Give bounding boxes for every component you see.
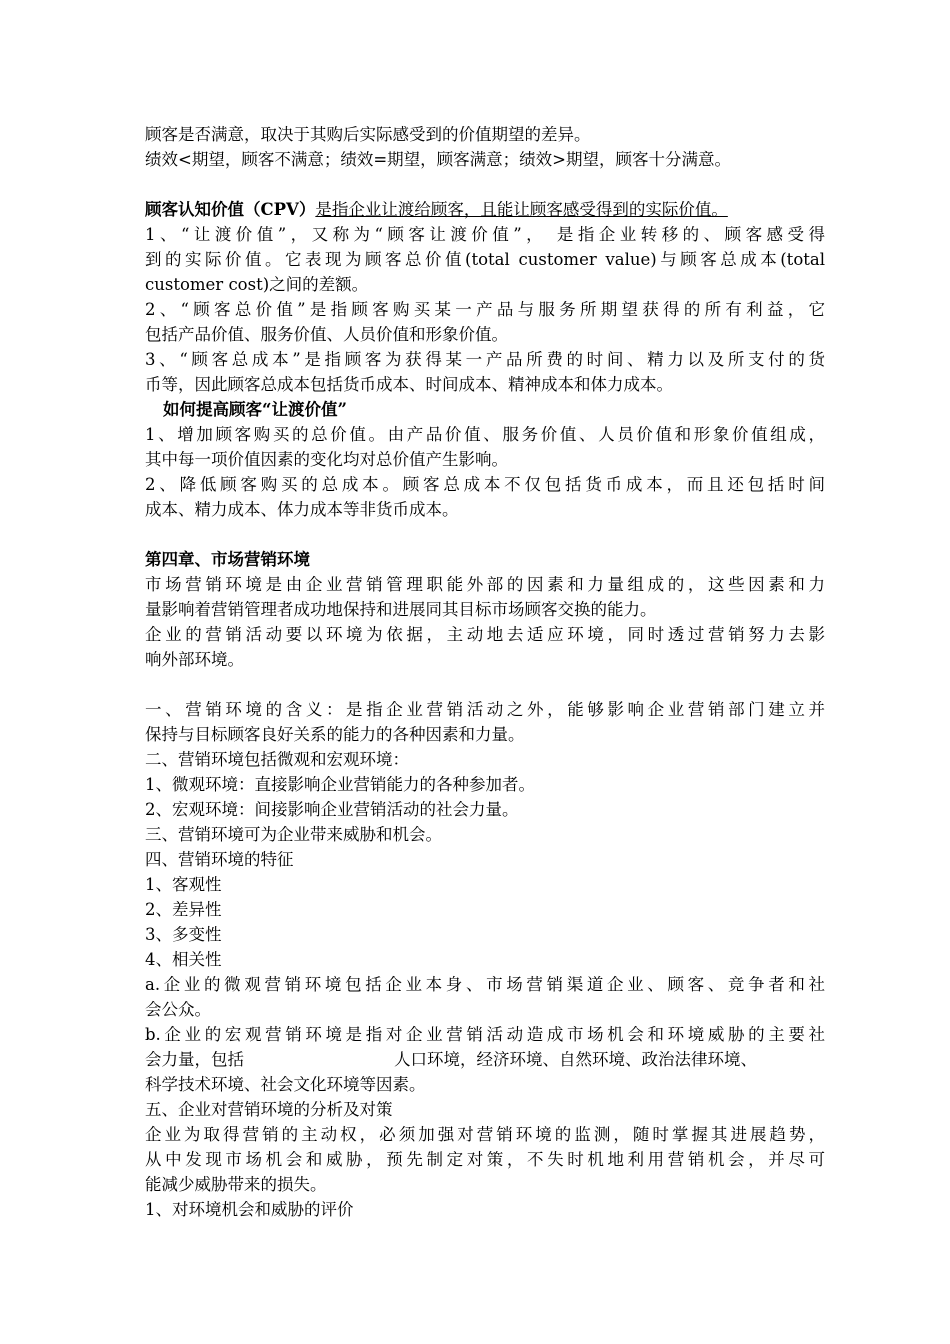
document-page: [145, 122, 825, 1222]
section-line: 二、营销环境包括微观和宏观环境：: [145, 750, 409, 769]
section-line: 五、企业对营销环境的分析及对策: [145, 1100, 393, 1119]
paragraph-line: 能减少威胁带来的损失。: [145, 1175, 327, 1194]
paragraph-line: 企业的营销活动要以环境为依据，主动地去适应环境，同时透过营销努力去影: [145, 625, 825, 644]
chapter-title: 第四章、市场营销环境: [145, 550, 310, 569]
paragraph-line: 到的实际价值。它表现为顾客总价值(total customer value)与顾客总成本(total: [145, 250, 825, 269]
section-heading: 如何提高顾客“让渡价值”: [163, 400, 347, 419]
paragraph-line: 3、“顾客总成本”是指顾客为获得某一产品所费的时间、精力以及所支付的货: [145, 350, 825, 369]
paragraph-line: 企业为取得营销的主动权，必须加强对营销环境的监测，随时掌握其进展趋势，: [145, 1125, 825, 1144]
paragraph-line: 会公众。: [145, 1000, 211, 1019]
cpv-definition: 是指企业让渡给顾客，且能让顾客感受得到的实际价值。: [315, 200, 728, 219]
paragraph-line: 从中发现市场机会和威胁，预先制定对策，不失时机地利用营销机会，并尽可: [145, 1150, 825, 1169]
list-item: 1、客观性: [145, 875, 222, 894]
paragraph-line: [145, 1047, 825, 1072]
paragraph-line: 市场营销环境是由企业营销管理职能外部的因素和力量组成的，这些因素和力: [145, 575, 825, 594]
paragraph-line: a.企业的微观营销环境包括企业本身、市场营销渠道企业、顾客、竞争者和社: [145, 975, 825, 994]
list-item: 1、微观环境：直接影响企业营销能力的各种参加者。: [145, 775, 535, 794]
paragraph-line: customer cost)之间的差额。: [145, 275, 369, 294]
blank-line: [145, 522, 825, 547]
paragraph-line: 量影响着营销管理者成功地保持和进展同其目标市场顾客交换的能力。: [145, 600, 657, 619]
paragraph-line: 保持与目标顾客良好关系的能力的各种因素和力量。: [145, 725, 525, 744]
text-span: 人口环境，经济环境、自然环境、政治法律环境、: [394, 1050, 757, 1069]
paragraph-line: b.企业的宏观营销环境是指对企业营销活动造成市场机会和环境威胁的主要社: [145, 1025, 825, 1044]
text-span: 会力量，包括: [145, 1050, 244, 1069]
paragraph-line: 响外部环境。: [145, 650, 244, 669]
cpv-title: 顾客认知价值（CPV）: [145, 200, 316, 219]
paragraph-line: 绩效<期望，顾客不满意；绩效=期望，顾客满意；绩效>期望，顾客十分满意。: [145, 150, 731, 169]
paragraph-line: 顾客是否满意，取决于其购后实际感受到的价值期望的差异。: [145, 125, 591, 144]
cpv-heading-line: [145, 197, 825, 222]
section-line: 三、营销环境可为企业带来威胁和机会。: [145, 825, 442, 844]
paragraph-line: 一、营销环境的含义：是指企业营销活动之外，能够影响企业营销部门建立并: [145, 700, 825, 719]
paragraph-line: 包括产品价值、服务价值、人员价值和形象价值。: [145, 325, 508, 344]
paragraph-line: 1、增加顾客购买的总价值。由产品价值、服务价值、人员价值和形象价值组成，: [145, 425, 825, 444]
paragraph-line: 成本、精力成本、体力成本等非货币成本。: [145, 500, 459, 519]
paragraph-line: 2、降低顾客购买的总成本。顾客总成本不仅包括货币成本，而且还包括时间: [145, 475, 825, 494]
list-item: 1、对环境机会和威胁的评价: [145, 1200, 354, 1219]
paragraph-line: 2、“顾客总价值”是指顾客购买某一产品与服务所期望获得的所有利益，它: [145, 300, 825, 319]
list-item: 2、宏观环境：间接影响企业营销活动的社会力量。: [145, 800, 519, 819]
section-line: 四、营销环境的特征: [145, 850, 294, 869]
paragraph-line: 科学技术环境、社会文化环境等因素。: [145, 1075, 426, 1094]
paragraph-line: 其中每一项价值因素的变化均对总价值产生影响。: [145, 450, 508, 469]
blank-line: [145, 672, 825, 697]
blank-line: [145, 172, 825, 197]
list-item: 4、相关性: [145, 950, 222, 969]
paragraph-line: 币等，因此顾客总成本包括货币成本、时间成本、精神成本和体力成本。: [145, 375, 673, 394]
paragraph-line: 1、“让渡价值”，又称为“顾客让渡价值”， 是指企业转移的、顾客感受得: [145, 225, 825, 244]
list-item: 3、多变性: [145, 925, 222, 944]
list-item: 2、差异性: [145, 900, 222, 919]
